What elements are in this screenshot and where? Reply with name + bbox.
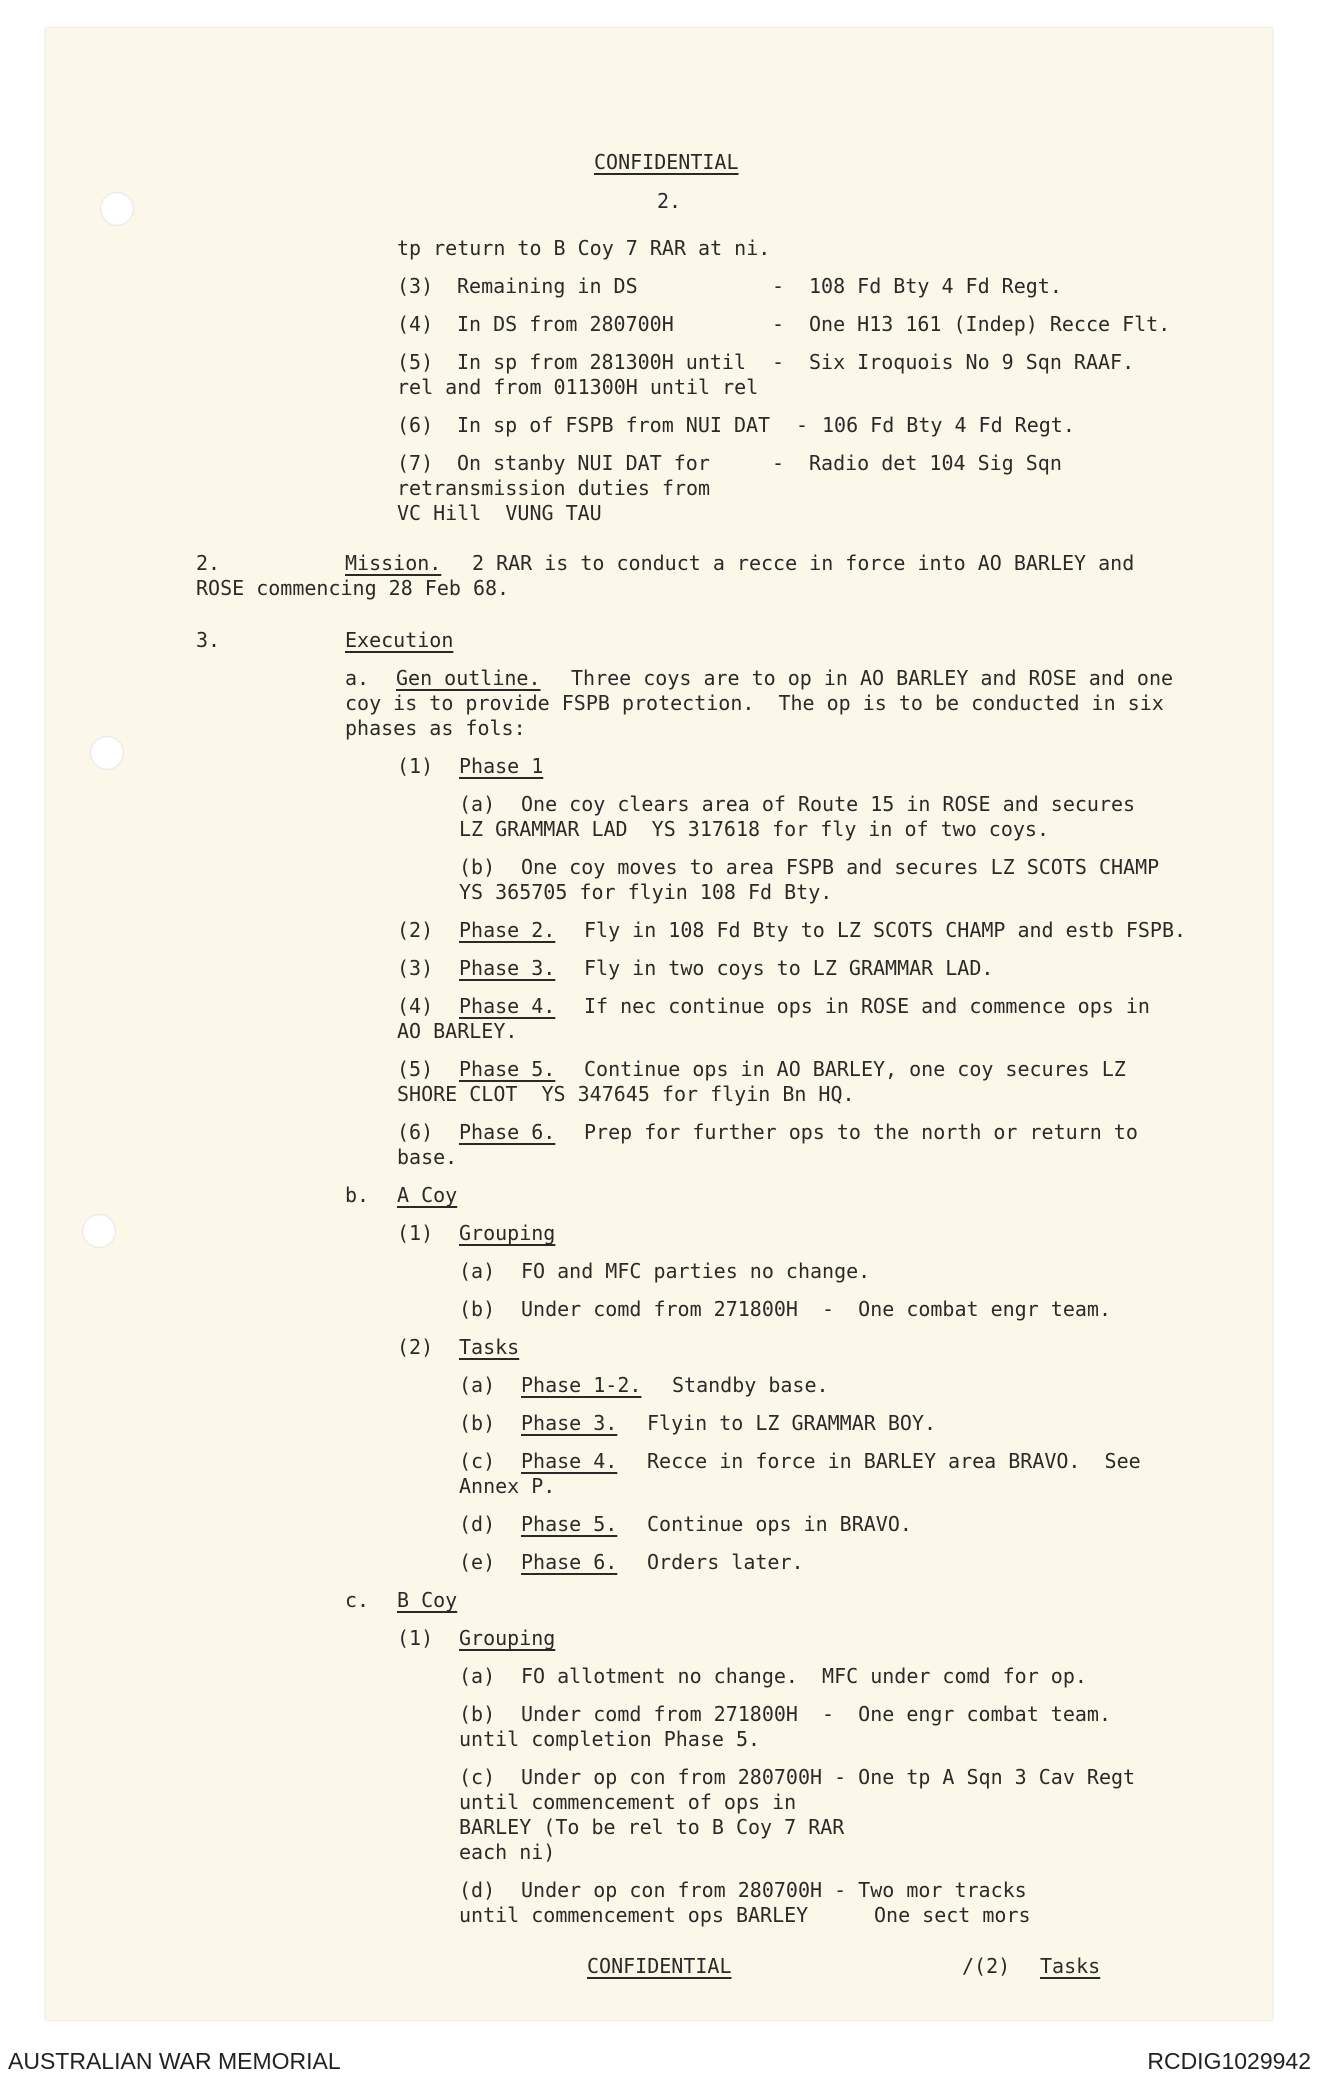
b-coy-grouping-heading: Grouping [459,1626,556,1650]
b-coy-grouping-item-text: Under comd from 271800H - One engr combat team. [521,1702,1112,1726]
phase-label: Phase 2. [459,918,556,942]
a-coy-grouping-item-num: (a) [459,1259,496,1283]
a-coy-task-text: Orders later. [647,1550,804,1574]
continuation-marker: /(2) [962,1954,1011,1978]
support-item-num: (6) [397,413,434,437]
b-coy-grouping-item-text: FO allotment no change. MFC under comd for op. [521,1664,1087,1688]
b-coy-grouping-item-num: (c) [459,1765,496,1789]
phase-text: Prep for further ops to the north or return to [584,1120,1138,1144]
support-item-dash: - [772,274,785,298]
support-item-dash: - [796,413,809,437]
support-item-who: Six Iroquois No 9 Sqn RAAF. [809,350,1135,374]
b-coy-grouping-item-num: (b) [459,1702,496,1726]
gen-outline-text-cont: coy is to provide FSPB protection. The op is to be conducted in six [345,691,1164,715]
a-coy-grouping-item-text: FO and MFC parties no change. [521,1259,871,1283]
support-item-num: (3) [397,274,434,298]
execution-heading: Execution [345,628,454,652]
intro-line: tp return to B Coy 7 RAR at ni. [397,236,771,260]
b-coy-grouping-item-num: (a) [459,1664,496,1688]
archive-source-label: AUSTRALIAN WAR MEMORIAL [8,2048,341,2074]
phase1-sub-text: One coy clears area of Route 15 in ROSE and secures [521,792,1136,816]
support-item-what: In DS from 280700H [457,312,674,336]
phase-text-cont: SHORE CLOT YS 347645 for flyin Bn HQ. [397,1082,855,1106]
a-coy-task-label: Phase 5. [521,1512,618,1536]
support-item-what: Remaining in DS [457,274,638,298]
phase-text-cont: AO BARLEY. [397,1019,518,1043]
a-coy-task-num: (e) [459,1550,496,1574]
support-item-who: Radio det 104 Sig Sqn [809,451,1062,475]
support-item-num: (7) [397,451,434,475]
support-item-num: (5) [397,350,434,374]
gen-outline-heading: Gen outline. [396,666,541,690]
a-coy-task-num: (c) [459,1449,496,1473]
phase1-sub-num: (a) [459,792,496,816]
punch-hole [82,1214,116,1248]
support-item-what-cont: rel and from 011300H until rel [397,375,759,399]
a-coy-letter: b. [345,1183,370,1207]
mission-text: 2 RAR is to conduct a recce in force into AO BARLEY and [472,551,1135,575]
a-coy-task-text-cont: Annex P. [459,1474,556,1498]
support-item-dash: - [772,451,785,475]
a-coy-task-text: Recce in force in BARLEY area BRAVO. See [647,1449,1141,1473]
phase1-sub-text-cont: LZ GRAMMAR LAD YS 317618 for fly in of two coys. [459,817,1050,841]
phase-label: Phase 3. [459,956,556,980]
phase1-sub-text: One coy moves to area FSPB and secures LZ SCOTS CHAMP [521,855,1160,879]
phase1-sub-text-cont: YS 365705 for flyin 108 Fd Bty. [459,880,833,904]
gen-outline-text-cont: phases as fols: [345,716,526,740]
support-item-dash: - [772,350,785,374]
phase-num: (6) [397,1120,434,1144]
mission-heading: Mission. [345,551,442,575]
b-coy-grouping-item-num: (d) [459,1878,496,1902]
execution-number: 3. [196,628,221,652]
phase-label: Phase 4. [459,994,556,1018]
gen-outline-letter: a. [345,666,370,690]
phase-text: Fly in two coys to LZ GRAMMAR LAD. [584,956,994,980]
phase-label: Phase 1 [459,754,544,778]
page-number: 2. [657,189,682,213]
phase-num: (1) [397,754,434,778]
b-coy-grouping-item-text: Under op con from 280700H - Two mor tracks [521,1878,1027,1902]
support-item-who: 106 Fd Bty 4 Fd Regt. [822,413,1075,437]
b-coy-grouping-item-text-cont: until completion Phase 5. [459,1727,761,1751]
a-coy-task-text: Flyin to LZ GRAMMAR BOY. [647,1411,936,1435]
phase-label: Phase 6. [459,1120,556,1144]
a-coy-task-num: (a) [459,1373,496,1397]
a-coy-heading: A Coy [397,1183,458,1207]
a-coy-task-label: Phase 6. [521,1550,618,1574]
phase-text: Fly in 108 Fd Bty to LZ SCOTS CHAMP and estb FSPB. [584,918,1187,942]
a-coy-task-text: Standby base. [672,1373,829,1397]
b-coy-grouping-item-text-cont: BARLEY (To be rel to B Coy 7 RAR [459,1815,845,1839]
gen-outline-text: Three coys are to op in AO BARLEY and ROSE and one [571,666,1174,690]
phase-label: Phase 5. [459,1057,556,1081]
punch-hole [90,736,124,770]
support-item-num: (4) [397,312,434,336]
mission-text-cont: ROSE commencing 28 Feb 68. [196,576,510,600]
support-item-what-cont: VC Hill VUNG TAU [397,501,602,525]
a-coy-task-num: (d) [459,1512,496,1536]
punch-hole [100,192,134,226]
b-coy-heading: B Coy [397,1588,458,1612]
phase-text: If nec continue ops in ROSE and commence ops in [584,994,1150,1018]
phase-text: Continue ops in AO BARLEY, one coy secures LZ [584,1057,1126,1081]
b-coy-grouping-item-text-cont: until commencement ops BARLEY [459,1903,809,1927]
b-coy-grouping-item-text-right: One sect mors [874,1903,1031,1927]
support-item-what: In sp from 281300H until [457,350,746,374]
archive-id-label: RCDIG1029942 [1147,2048,1311,2074]
a-coy-task-label: Phase 1-2. [521,1373,642,1397]
a-coy-grouping-item-num: (b) [459,1297,496,1321]
support-item-what: On stanby NUI DAT for [457,451,710,475]
a-coy-task-num: (b) [459,1411,496,1435]
support-item-who: 108 Fd Bty 4 Fd Regt. [809,274,1062,298]
phase-text-cont: base. [397,1145,458,1169]
support-item-what-cont: retransmission duties from [397,476,711,500]
continuation-label: Tasks [1040,1954,1101,1978]
a-coy-grouping-heading: Grouping [459,1221,556,1245]
b-coy-grouping-item-text-cont: until commencement of ops in [459,1790,797,1814]
a-coy-task-label: Phase 4. [521,1449,618,1473]
phase-num: (2) [397,918,434,942]
support-item-who: One H13 161 (Indep) Recce Flt. [809,312,1171,336]
phase-num: (4) [397,994,434,1018]
a-coy-tasks-num: (2) [397,1335,434,1359]
a-coy-task-text: Continue ops in BRAVO. [647,1512,912,1536]
phase-num: (5) [397,1057,434,1081]
support-item-what: In sp of FSPB from NUI DAT [457,413,771,437]
phase-num: (3) [397,956,434,980]
mission-number: 2. [196,551,221,575]
b-coy-letter: c. [345,1588,370,1612]
b-coy-grouping-num: (1) [397,1626,434,1650]
support-item-dash: - [772,312,785,336]
classification-footer: CONFIDENTIAL [587,1954,732,1978]
b-coy-grouping-item-text: Under op con from 280700H - One tp A Sqn 3 Cav Regt [521,1765,1136,1789]
a-coy-tasks-heading: Tasks [459,1335,520,1359]
a-coy-grouping-item-text: Under comd from 271800H - One combat engr team. [521,1297,1112,1321]
phase1-sub-num: (b) [459,855,496,879]
classification-header: CONFIDENTIAL [594,150,739,174]
b-coy-grouping-item-text-cont: each ni) [459,1840,556,1864]
a-coy-task-label: Phase 3. [521,1411,618,1435]
a-coy-grouping-num: (1) [397,1221,434,1245]
